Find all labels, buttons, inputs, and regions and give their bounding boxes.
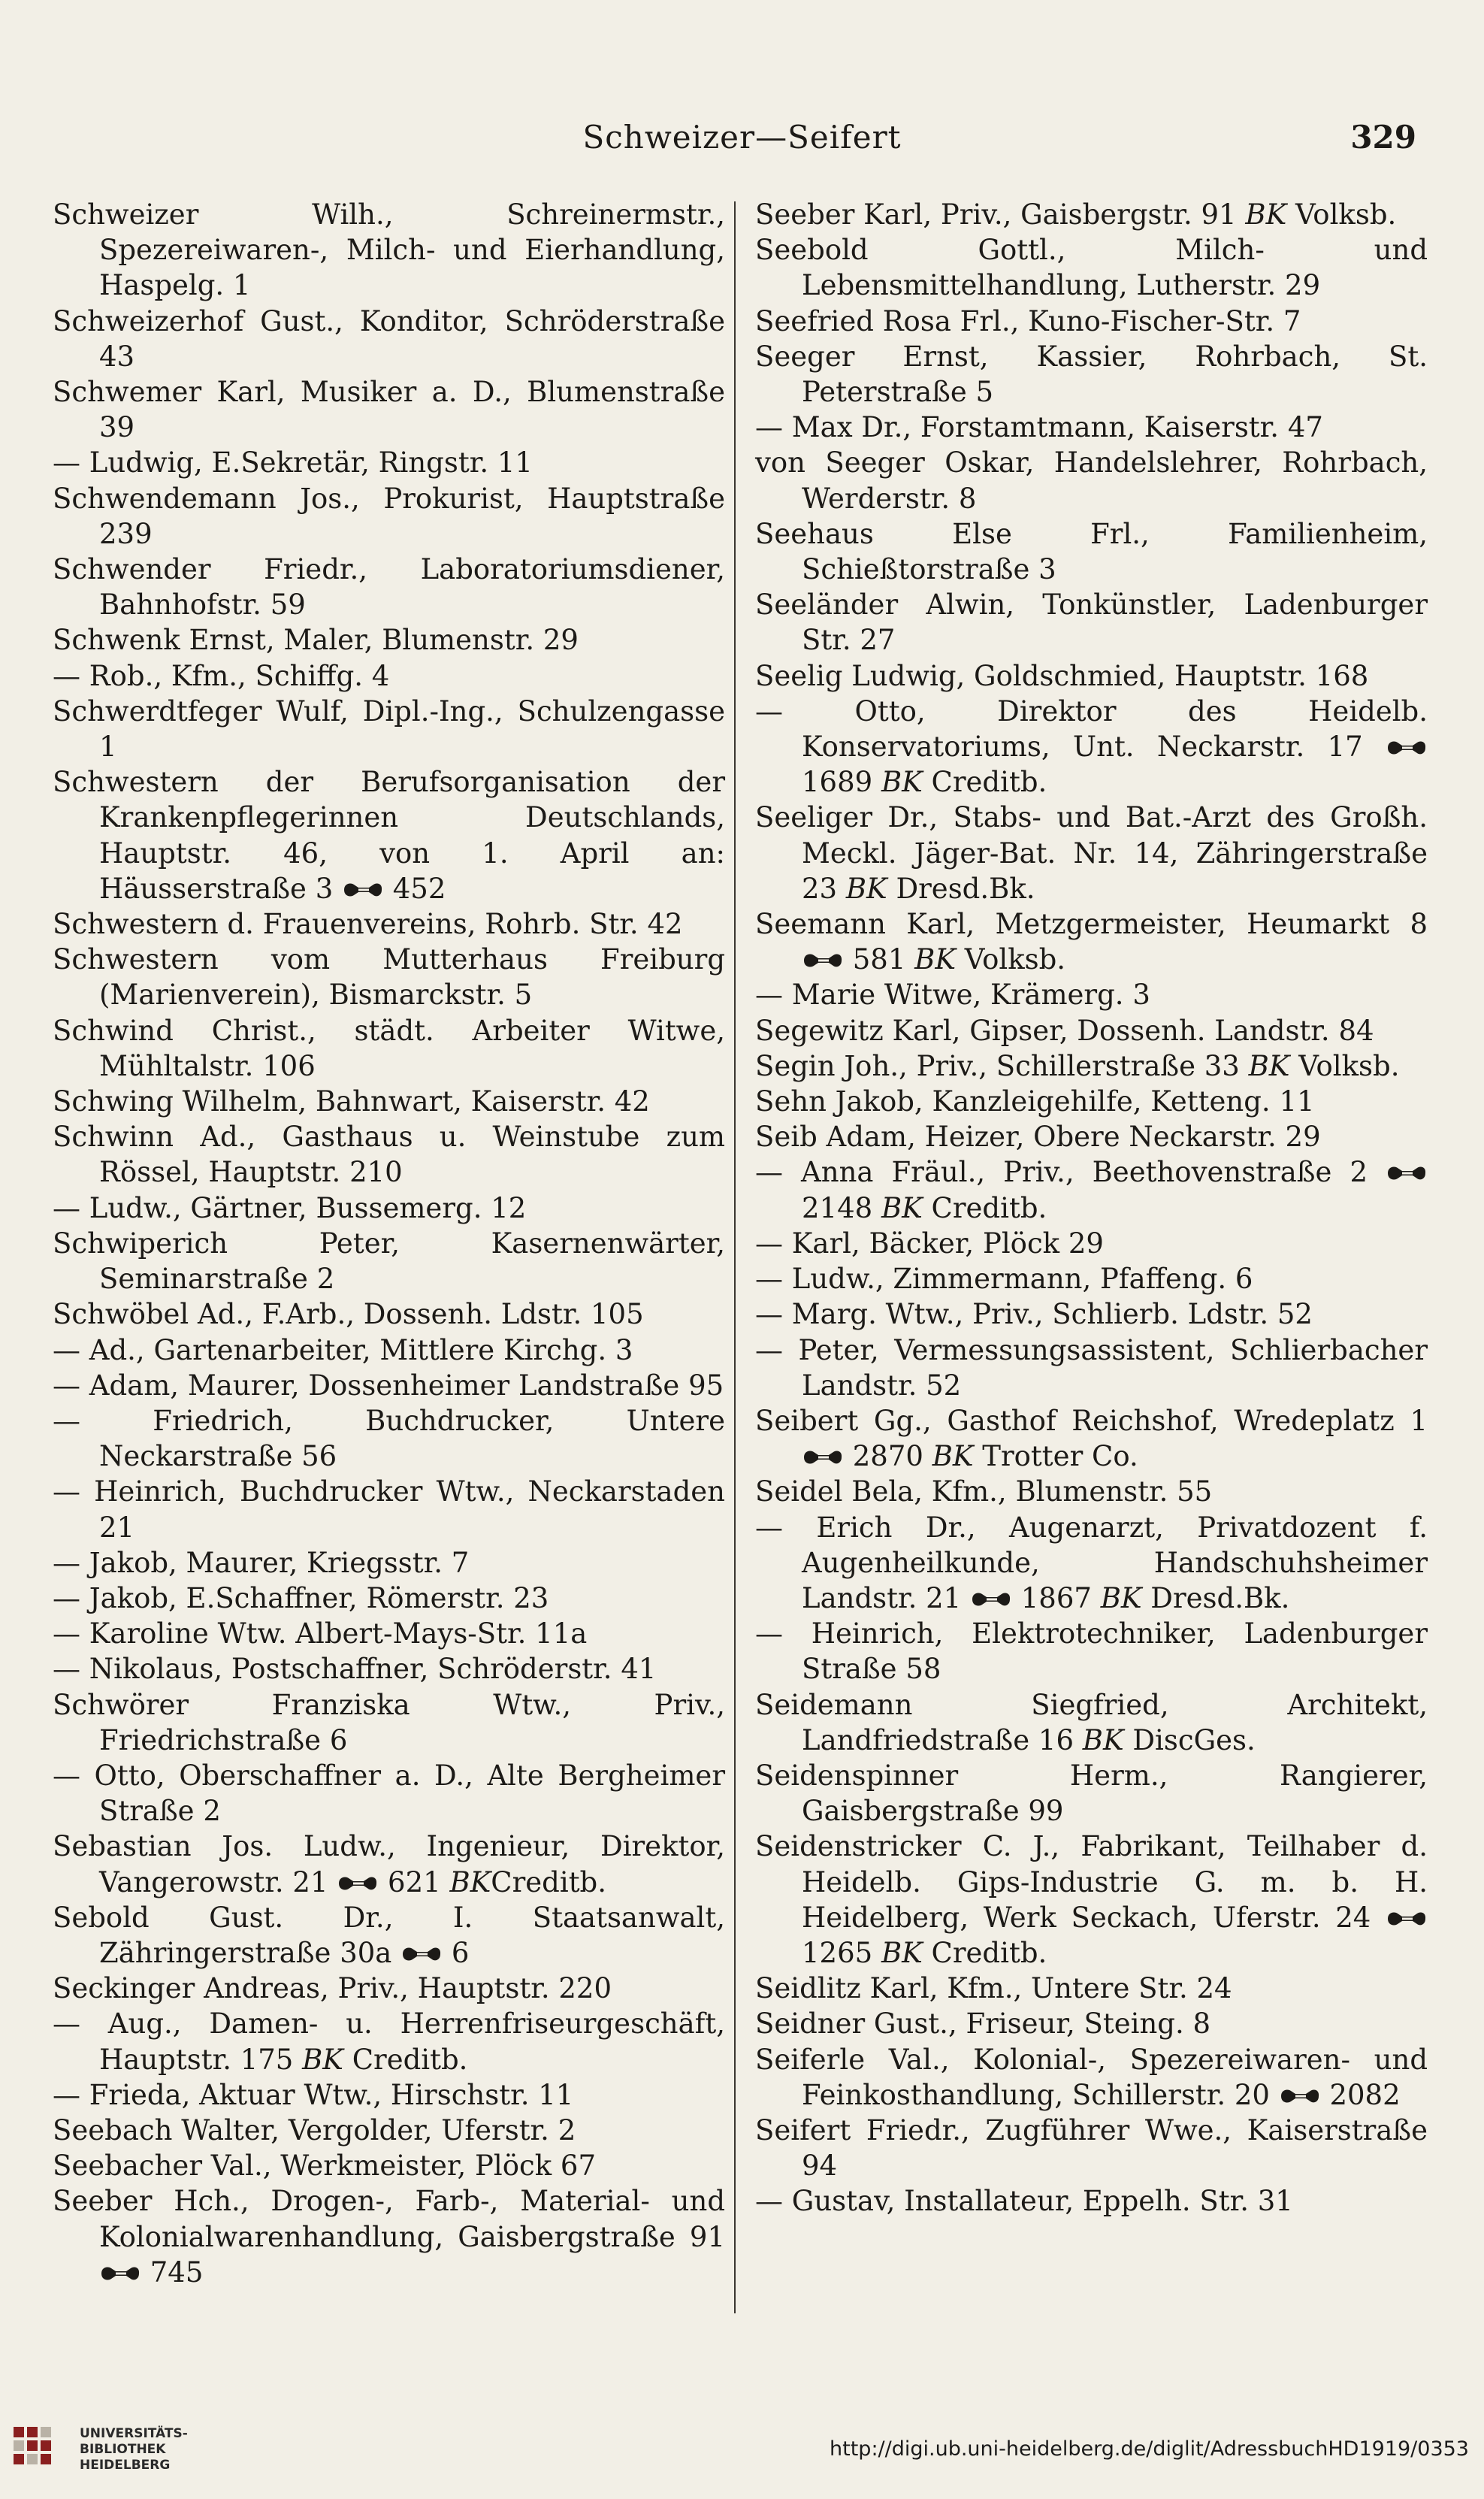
- directory-entry: [53, 1651, 725, 1687]
- library-name: [80, 2426, 188, 2473]
- entry-text: 581: [844, 943, 915, 976]
- entry-text: Seidenstricker C. J., Fabrikant, Teilhaber d. Heidelb. Gips-Industrie G. m. b. H. Heidelberg, Werk Seckach, Uferstr. 24: [755, 1830, 1428, 1934]
- directory-entry: [53, 552, 725, 622]
- directory-entry: [53, 1581, 725, 1616]
- entry-text: Schwinn Ad., Gasthaus u. Weinstube zum Rössel, Hauptstr. 210: [53, 1121, 726, 1189]
- entry-text: Seeber Karl, Priv., Gaisbergstr. 91: [755, 198, 1246, 231]
- directory-entry: [755, 1616, 1428, 1687]
- entry-text: Segin Joh., Priv., Schillerstraße 33: [755, 1049, 1249, 1082]
- entry-text: Sehn Jakob, Kanzleigehilfe, Ketteng. 11: [755, 1085, 1315, 1118]
- entry-text: — Peter, Vermessungsassistent, Schlierbacher Landstr. 52: [755, 1333, 1428, 1402]
- directory-entry: [53, 942, 725, 1012]
- directory-entry: [53, 1545, 725, 1581]
- bank-account-label: BK: [845, 872, 887, 905]
- entry-text: — Max Dr., Forstamtmann, Kaiserstr. 47: [755, 411, 1323, 444]
- directory-entry: [53, 658, 725, 694]
- entry-text: Schweizerhof Gust., Konditor, Schröderstraße 43: [53, 304, 726, 373]
- directory-entry: [755, 587, 1428, 658]
- entry-text: Schwöbel Ad., F.Arb., Dossenh. Ldstr. 105: [53, 1298, 644, 1331]
- directory-entry: [53, 2183, 725, 2290]
- entry-text: Volksb.: [956, 943, 1066, 976]
- directory-entry: [53, 2148, 725, 2183]
- entry-text: 2870: [844, 1440, 932, 1473]
- directory-entry: [53, 481, 725, 552]
- entry-text: — Ad., Gartenarbeiter, Mittlere Kirchg. 3: [53, 1333, 633, 1366]
- directory-entry: [755, 445, 1428, 516]
- directory-entry: [755, 1758, 1428, 1829]
- right-column: [736, 197, 1428, 2331]
- directory-entry: [755, 1048, 1428, 1084]
- entry-text: — Marie Witwe, Krämerg. 3: [755, 979, 1150, 1012]
- entry-text: — Nikolaus, Postschaffner, Schröderstr. 41: [53, 1653, 657, 1686]
- entry-text: Schwenk Ernst, Maler, Blumenstr. 29: [53, 624, 579, 657]
- directory-entry: [53, 1119, 725, 1190]
- entry-text: Seebold Gottl., Milch- und Lebensmittelhandlung, Lutherstr. 29: [755, 234, 1428, 302]
- entry-text: Schwerdtfeger Wulf, Dipl.-Ing., Schulzengasse 1: [53, 694, 726, 764]
- entry-text: Schwörer Franziska Wtw., Priv., Friedrichstraße 6: [53, 1688, 726, 1756]
- entry-text: Seehaus Else Frl., Familienheim, Schießtorstraße 3: [755, 517, 1428, 586]
- running-title: Schweizer—Seifert: [582, 119, 902, 156]
- directory-entry: [53, 1758, 725, 1829]
- directory-entry: [53, 1474, 725, 1544]
- directory-entry: [53, 622, 725, 658]
- entry-text: — Otto, Oberschaffner a. D., Alte Bergheimer Straße 2: [53, 1759, 726, 1828]
- source-url-link[interactable]: http://digi.ub.uni-heidelberg.de/diglit/AdressbuchHD1919/0353: [830, 2437, 1469, 2461]
- directory-entry: [755, 1119, 1428, 1154]
- entry-text: Schwestern der Berufsorganisation der Krankenpflegerinnen Deutschlands, Hauptstr. 46, von 1. April an: Häusserstraße 3: [53, 766, 726, 905]
- directory-entry: [755, 1226, 1428, 1261]
- entry-text: 2148: [802, 1191, 881, 1224]
- entry-text: Seeländer Alwin, Tonkünstler, Ladenburger Str. 27: [755, 588, 1428, 657]
- telephone-handset-icon: [1386, 738, 1428, 758]
- entry-text: Seidner Gust., Friseur, Steing. 8: [755, 2007, 1211, 2041]
- bank-account-label: BK: [881, 1936, 923, 1969]
- entry-text: Creditb.: [922, 1191, 1047, 1224]
- entry-text: — Jakob, Maurer, Kriegsstr. 7: [53, 1546, 470, 1579]
- page-header: [68, 113, 1416, 158]
- entry-text: Seeger Ernst, Kassier, Rohrbach, St. Peterstraße 5: [755, 340, 1428, 409]
- directory-entry: [755, 1154, 1428, 1225]
- directory-entry: [755, 1510, 1428, 1617]
- entry-text: Seefried Rosa Frl., Kuno-Fischer-Str. 7: [755, 304, 1301, 337]
- bank-account-label: BK: [1248, 1049, 1290, 1082]
- entry-text: — Anna Fräul., Priv., Beethovenstraße 2: [755, 1156, 1386, 1189]
- entry-text: Seibert Gg., Gasthof Reichshof, Wredeplatz 1: [755, 1404, 1428, 1437]
- directory-entry: [755, 2113, 1428, 2183]
- entry-text: Seemann Karl, Metzgermeister, Heumarkt 8: [755, 908, 1428, 941]
- entry-text: Seib Adam, Heizer, Obere Neckarstr. 29: [755, 1121, 1321, 1154]
- directory-entry: [53, 197, 725, 304]
- entry-text: Creditb.: [491, 1865, 607, 1898]
- directory-entry: [53, 1333, 725, 1368]
- telephone-handset-icon: [970, 1590, 1012, 1609]
- entry-text: — Jakob, E.Schaffner, Römerstr. 23: [53, 1581, 549, 1614]
- bank-account-label: BK: [1082, 1723, 1124, 1756]
- entry-text: 6: [443, 1936, 470, 1969]
- entry-text: Schweizer Wilh., Schreinermstr., Spezereiwaren-, Milch- und Eierhandlung, Haspelg. 1: [53, 198, 726, 302]
- directory-entry: [755, 232, 1428, 303]
- entry-text: — Friedrich, Buchdrucker, Untere Neckarstraße 56: [53, 1404, 726, 1473]
- entry-text: — Karoline Wtw. Albert-Mays-Str. 11a: [53, 1617, 588, 1650]
- entry-text: Trotter Co.: [973, 1440, 1138, 1473]
- directory-entry: [755, 658, 1428, 694]
- entry-text: — Erich Dr., Augenarzt, Privatdozent f. Augenheilkunde, Handschuhsheimer Landstr. 21: [755, 1511, 1428, 1614]
- entry-text: — Heinrich, Elektrotechniker, Ladenburger Straße 58: [755, 1617, 1428, 1686]
- entry-text: Schwestern vom Mutterhaus Freiburg (Marienverein), Bismarckstr. 5: [53, 943, 726, 1012]
- entry-text: Creditb.: [922, 766, 1047, 799]
- entry-text: — Frieda, Aktuar Wtw., Hirschstr. 11: [53, 2078, 574, 2111]
- directory-entry: [53, 2006, 725, 2077]
- directory-columns: [53, 197, 1428, 2331]
- library-name-line: UNIVERSITÄTS-: [80, 2426, 188, 2441]
- directory-entry: [53, 764, 725, 906]
- entry-text: — Karl, Bäcker, Plöck 29: [755, 1227, 1104, 1260]
- entry-text: Schwendemann Jos., Prokurist, Hauptstraße 239: [53, 482, 726, 550]
- entry-text: 1867: [1012, 1581, 1101, 1614]
- directory-entry: [755, 2042, 1428, 2113]
- directory-entry: [755, 304, 1428, 339]
- directory-entry: [53, 1013, 725, 1084]
- directory-entry: [53, 1084, 725, 1119]
- directory-entry: [755, 2006, 1428, 2041]
- telephone-handset-icon: [1386, 1163, 1428, 1183]
- entry-text: Creditb.: [922, 1936, 1047, 1969]
- entry-text: Seebacher Val., Werkmeister, Plöck 67: [53, 2150, 596, 2183]
- entry-text: 1689: [802, 766, 881, 799]
- directory-entry: [53, 906, 725, 942]
- directory-entry: [53, 1403, 725, 1474]
- directory-entry: [755, 1474, 1428, 1509]
- entry-text: Seifert Friedr., Zugführer Wwe., Kaiserstraße 94: [755, 2113, 1428, 2183]
- entry-text: Schwing Wilhelm, Bahnwart, Kaiserstr. 42: [53, 1085, 650, 1118]
- directory-entry: [53, 1368, 725, 1403]
- entry-text: Seckinger Andreas, Priv., Hauptstr. 220: [53, 1972, 612, 2005]
- bank-account-label: BK: [881, 766, 923, 799]
- entry-text: — Ludw., Gärtner, Bussemerg. 12: [53, 1191, 527, 1224]
- entry-text: — Otto, Direktor des Heidelb. Konservatoriums, Unt. Neckarstr. 17: [755, 694, 1428, 764]
- directory-entry: [755, 1261, 1428, 1296]
- entry-text: Schwind Christ., städt. Arbeiter Witwe, Mühltalstr. 106: [53, 1014, 726, 1082]
- directory-entry: [755, 1013, 1428, 1048]
- entry-text: Schwemer Karl, Musiker a. D., Blumenstraße 39: [53, 376, 726, 444]
- directory-entry: [53, 1829, 725, 1899]
- entry-text: 745: [141, 2255, 204, 2289]
- directory-entry: [755, 1687, 1428, 1758]
- entry-text: — Ludw., Zimmermann, Pfaffeng. 6: [755, 1263, 1253, 1296]
- entry-text: Volksb.: [1286, 198, 1397, 231]
- telephone-handset-icon: [802, 1448, 844, 1467]
- entry-text: Sebold Gust. Dr., I. Staatsanwalt, Zähringerstraße 30a: [53, 1901, 726, 1969]
- directory-entry: [755, 516, 1428, 587]
- entry-text: — Ludwig, E.Sekretär, Ringstr. 11: [53, 446, 533, 480]
- telephone-handset-icon: [802, 951, 844, 970]
- entry-text: 621: [379, 1865, 450, 1898]
- directory-entry: [53, 304, 725, 374]
- entry-text: Seebach Walter, Vergolder, Uferstr. 2: [53, 2113, 576, 2147]
- entry-text: — Heinrich, Buchdrucker Wtw., Neckarstaden 21: [53, 1475, 726, 1544]
- directory-entry: [755, 1403, 1428, 1474]
- directory-entry: [53, 2077, 725, 2113]
- directory-entry: [53, 1296, 725, 1332]
- entry-text: Seeliger Dr., Stabs- und Bat.-Arzt des Großh. Meckl. Jäger-Bat. Nr. 14, Zähringerstraße 23: [755, 801, 1428, 905]
- bank-account-label: BK: [1100, 1581, 1142, 1614]
- left-column: [53, 197, 734, 2331]
- bank-account-label: BK: [881, 1191, 923, 1224]
- entry-text: Seidlitz Karl, Kfm., Untere Str. 24: [755, 1972, 1232, 2005]
- directory-entry: [755, 410, 1428, 445]
- directory-entry: [53, 374, 725, 445]
- telephone-handset-icon: [400, 1944, 443, 1964]
- entry-text: Creditb.: [343, 2043, 468, 2076]
- entry-text: Seelig Ludwig, Goldschmied, Hauptstr. 168: [755, 659, 1369, 692]
- entry-text: Dresd.Bk.: [887, 872, 1035, 905]
- page-footer: [0, 2394, 1484, 2499]
- directory-entry: [53, 1971, 725, 2006]
- entry-text: — Gustav, Installateur, Eppelh. Str. 31: [755, 2185, 1293, 2218]
- entry-text: Seidenspinner Herm., Rangierer, Gaisbergstraße 99: [755, 1759, 1428, 1828]
- directory-entry: [755, 197, 1428, 232]
- directory-entry: [755, 1971, 1428, 2006]
- page-number: 329: [1350, 119, 1416, 156]
- entry-text: Volksb.: [1289, 1049, 1400, 1082]
- entry-text: — Aug., Damen- u. Herrenfriseurgeschäft, Hauptstr. 175: [53, 2007, 726, 2076]
- entry-text: Segewitz Karl, Gipser, Dossenh. Landstr. 84: [755, 1014, 1374, 1047]
- directory-entry: [755, 1296, 1428, 1332]
- entry-text: von Seeger Oskar, Handelslehrer, Rohrbach, Werderstr. 8: [755, 446, 1428, 515]
- entry-text: Sebastian Jos. Ludw., Ingenieur, Direktor, Vangerowstr. 21: [53, 1830, 726, 1898]
- entry-text: Dresd.Bk.: [1141, 1581, 1290, 1614]
- directory-entry: [755, 1084, 1428, 1119]
- entry-text: DiscGes.: [1123, 1723, 1256, 1756]
- directory-entry: [53, 1191, 725, 1226]
- telephone-handset-icon: [1279, 2086, 1321, 2106]
- entry-text: Schwestern d. Frauenvereins, Rohrb. Str. 42: [53, 908, 683, 941]
- directory-entry: [53, 1616, 725, 1651]
- bank-account-label: BK: [914, 943, 956, 976]
- entry-text: Seidemann Siegfried, Architekt, Landfriedstraße 16: [755, 1688, 1428, 1756]
- directory-entry: [755, 2183, 1428, 2219]
- directory-entry: [53, 445, 725, 480]
- telephone-handset-icon: [99, 2264, 141, 2283]
- library-name-line: HEIDELBERG: [80, 2458, 171, 2473]
- directory-entry: [755, 1829, 1428, 1971]
- entry-text: Seidel Bela, Kfm., Blumenstr. 55: [755, 1475, 1213, 1508]
- bank-account-label: BK: [302, 2043, 343, 2076]
- telephone-handset-icon: [342, 880, 384, 900]
- directory-entry: [53, 1226, 725, 1296]
- bank-account-label: BK: [449, 1865, 491, 1898]
- directory-entry: [755, 694, 1428, 800]
- entry-text: — Marg. Wtw., Priv., Schlierb. Ldstr. 52: [755, 1298, 1313, 1331]
- directory-entry: [53, 694, 725, 764]
- entry-text: Seiferle Val., Kolonial-, Spezereiwaren- und Feinkosthandlung, Schillerstr. 20: [755, 2043, 1428, 2111]
- directory-entry: [755, 906, 1428, 977]
- directory-entry: [755, 977, 1428, 1012]
- directory-entry: [755, 1333, 1428, 1403]
- library-name-line: BIBLIOTHEK: [80, 2442, 166, 2457]
- telephone-handset-icon: [1386, 1909, 1428, 1929]
- entry-text: — Rob., Kfm., Schiffg. 4: [53, 659, 390, 692]
- entry-text: 1265: [802, 1936, 881, 1969]
- directory-entry: [755, 800, 1428, 906]
- entry-text: Schwiperich Peter, Kasernenwärter, Seminarstraße 2: [53, 1227, 726, 1296]
- directory-entry: [53, 1687, 725, 1758]
- university-library-logo-icon: [11, 2424, 63, 2476]
- directory-entry: [53, 2113, 725, 2148]
- bank-account-label: BK: [932, 1440, 974, 1473]
- directory-entry: [755, 339, 1428, 410]
- entry-text: Schwender Friedr., Laboratoriumsdiener, Bahnhofstr. 59: [53, 553, 726, 622]
- entry-text: — Adam, Maurer, Dossenheimer Landstraße 95: [53, 1369, 724, 1402]
- entry-text: 452: [384, 872, 446, 905]
- bank-account-label: BK: [1245, 198, 1287, 231]
- telephone-handset-icon: [337, 1874, 379, 1893]
- entry-text: Seeber Hch., Drogen-, Farb-, Material- und Kolonialwarenhandlung, Gaisbergstraße 91: [53, 2185, 726, 2253]
- directory-entry: [53, 1900, 725, 1971]
- entry-text: 2082: [1320, 2078, 1401, 2111]
